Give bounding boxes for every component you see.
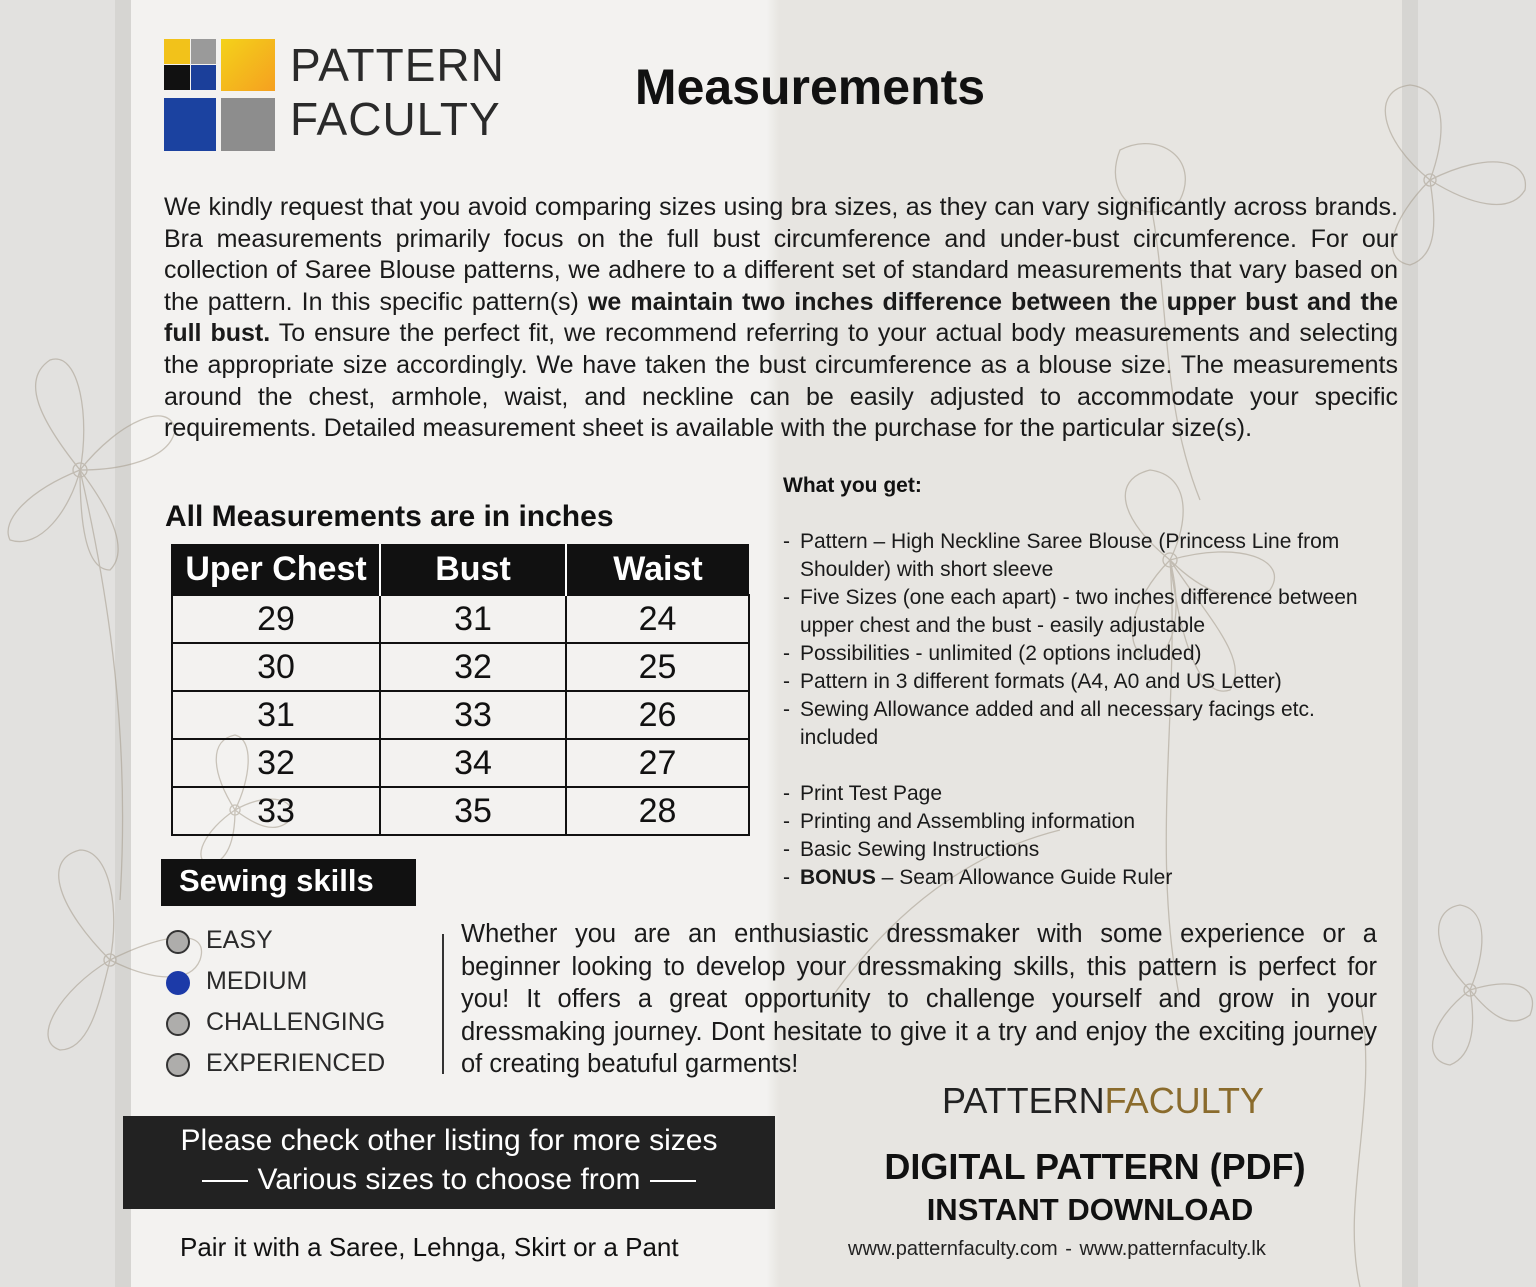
column-header-upper-chest: Uper Chest (172, 544, 380, 595)
page-title: Measurements (634, 59, 986, 115)
column-header-bust: Bust (380, 544, 566, 595)
table-cell: 26 (566, 691, 749, 739)
column-header-waist: Waist (566, 544, 749, 595)
what-you-get-list (783, 528, 1383, 892)
skill-label: CHALLENGING (206, 1008, 386, 1036)
table-cell: 31 (380, 595, 566, 643)
list-item: - Basic Sewing Instructions (783, 836, 1383, 864)
intro-text-2: To ensure the perfect fit, we recommend referring to your actual body measurements and selecting the appropriate size accordingly. We have taken the bust circumference as a blouse size. The measurements around the chest, armhole, waist, and neckline can be easily adjusted to accommodate your specific requirements. Detailed measurement sheet is available with the purchase for the particular size(s). (164, 319, 1398, 443)
radio-dot-icon (166, 1053, 190, 1077)
logo-square-black (164, 65, 190, 90)
table-row (172, 595, 749, 643)
radio-dot-icon (166, 930, 190, 954)
list-item: - Possibilities - unlimited (2 options included) (783, 640, 1383, 668)
pairing-suggestion: Pair it with a Saree, Lehnga, Skirt or a Pant (180, 1232, 679, 1262)
units-heading: All Measurements are in inches (165, 500, 614, 533)
table-cell: 29 (172, 595, 380, 643)
table-cell: 24 (566, 595, 749, 643)
logo-line-2: FACULTY (290, 93, 501, 145)
bonus-text: – Seam Allowance Guide Ruler (875, 866, 1173, 889)
skill-label: MEDIUM (206, 967, 308, 995)
logo-square-yellow-small (164, 39, 190, 64)
digital-pattern-heading: DIGITAL PATTERN (PDF) (884, 1146, 1306, 1187)
list-item: - Sewing Allowance added and all necessary facings etc. included (783, 696, 1383, 752)
banner-line-1: Please check other listing for more sizes (180, 1124, 718, 1157)
list-item: - Printing and Assembling information (783, 808, 1383, 836)
list-item: - Pattern – High Neckline Saree Blouse (Princess Line from Shoulder) with short sleeve (783, 528, 1383, 584)
intro-paragraph (164, 192, 1398, 445)
table-row (172, 691, 749, 739)
right-margin (1418, 0, 1536, 1287)
website-urls: www.patternfaculty.com - www.patternfaculty.lk (848, 1238, 1266, 1260)
banner-line-2: Various sizes to choose from (257, 1163, 641, 1196)
table-header-row (172, 544, 749, 595)
sewing-skills-label: Sewing skills (161, 859, 416, 906)
list-item: - Five Sizes (one each apart) - two inches difference between upper chest and the bust - easily adjustable (783, 584, 1383, 640)
bonus-item (783, 864, 1383, 892)
table-cell: 32 (172, 739, 380, 787)
table-cell: 31 (172, 691, 380, 739)
intro-text-1: We kindly request that you avoid comparing sizes using bra sizes, as they can vary significantly across brands. Bra measurements primarily focus on the full bust circumference and under-bust circumference. For our collection of Saree Blouse patterns, we adhere to a different set of standard measurements that vary based on the pattern. In this specific pattern(s) (164, 193, 1398, 316)
dash-icon (202, 1180, 248, 1182)
logo-square-gray-small (191, 39, 216, 64)
table-row (172, 643, 749, 691)
table-cell: 30 (172, 643, 380, 691)
instant-download-heading: INSTANT DOWNLOAD (926, 1192, 1254, 1227)
table-cell: 35 (380, 787, 566, 835)
footer-brand-part-1: PATTERN (942, 1080, 1105, 1121)
skill-label: EXPERIENCED (206, 1049, 386, 1077)
table-cell: 28 (566, 787, 749, 835)
left-margin (0, 0, 115, 1287)
footer-brand-part-2: FACULTY (1104, 1080, 1265, 1121)
what-you-get-title: What you get: (783, 474, 922, 497)
logo-square-blue-small (191, 65, 216, 90)
radio-dot-selected-icon (166, 971, 190, 995)
measurement-table (171, 544, 750, 836)
logo-line-1: PATTERN (290, 39, 505, 91)
table-cell: 32 (380, 643, 566, 691)
pattern-faculty-logo (163, 38, 505, 153)
skill-description: Whether you are an enthusiastic dressmaker with some experience or a beginner looking to develop your dressmaking skills, this pattern is perfect for you! It offers a great opportunity to challenge yourself and grow in your dressmaking journey. Dont hesitate to give it a try and enjoy the exciting journey of creating beatuful garments! (461, 920, 1377, 1079)
skill-label: EASY (206, 926, 273, 954)
logo-square-orange (221, 39, 275, 91)
intro-emphasis: we maintain two inches difference between the upper bust and the full bust. (164, 287, 1398, 348)
bonus-label: BONUS (800, 866, 876, 889)
list-item: - Pattern in 3 different formats (A4, A0 and US Letter) (783, 668, 1383, 696)
table-cell: 33 (380, 691, 566, 739)
dash-icon (650, 1180, 696, 1182)
divider (442, 934, 444, 1074)
logo-square-blue (164, 98, 216, 151)
more-sizes-banner (123, 1116, 775, 1209)
table-cell: 25 (566, 643, 749, 691)
radio-dot-icon (166, 1012, 190, 1036)
table-cell: 33 (172, 787, 380, 835)
list-spacer (783, 752, 1383, 780)
footer-brand (942, 1080, 1264, 1122)
list-item: - Print Test Page (783, 780, 1383, 808)
logo-square-gray (221, 98, 275, 151)
banner-line-2-wrap (123, 1163, 775, 1197)
logo-wordmark (290, 38, 505, 146)
table-cell: 27 (566, 739, 749, 787)
table-cell: 34 (380, 739, 566, 787)
table-row (172, 739, 749, 787)
table-row (172, 787, 749, 835)
